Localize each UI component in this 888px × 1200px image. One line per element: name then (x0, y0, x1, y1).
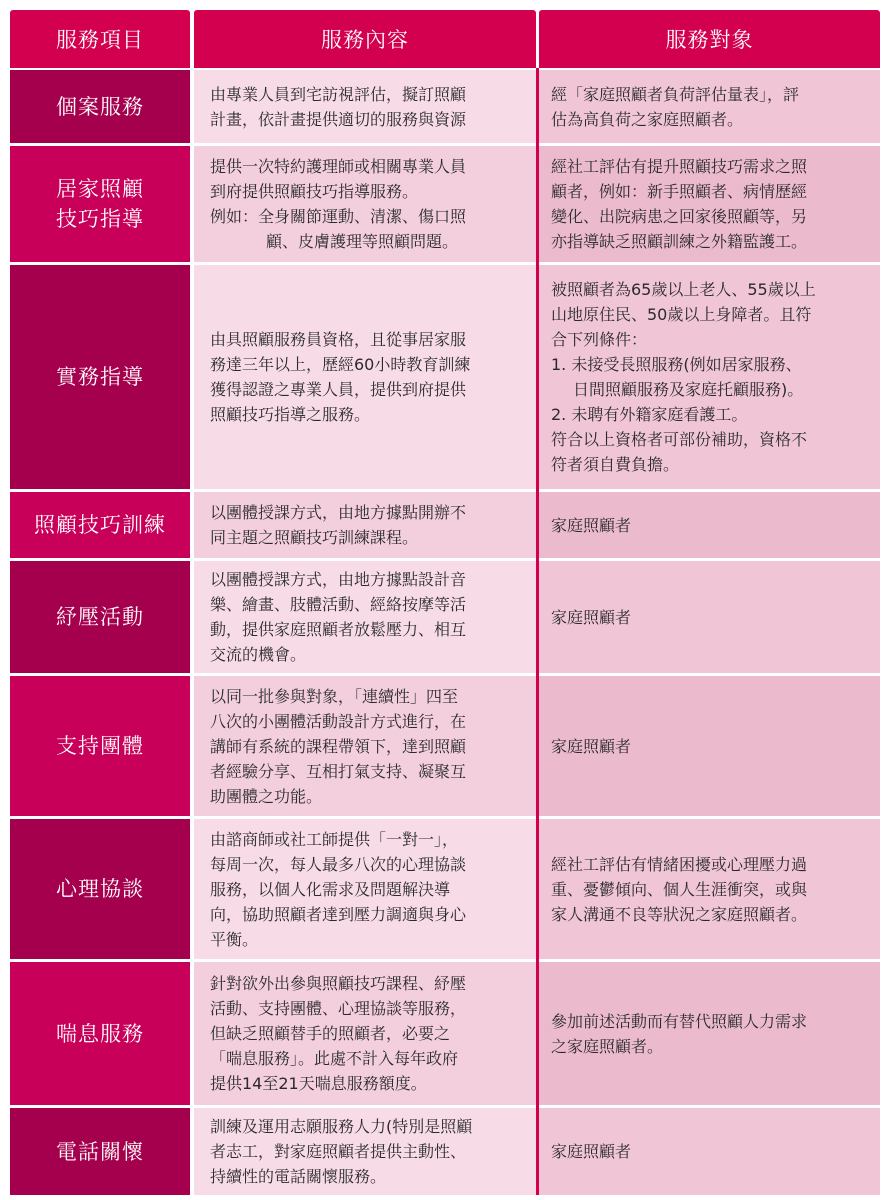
table-row (10, 146, 880, 262)
service-content-cell (194, 265, 536, 489)
cell-text-line: 1. 未接受長照服務(例如居家服務、 (551, 355, 802, 374)
cell-text-line: 估為高負荷之家庭照顧者。 (551, 109, 744, 129)
cell-text-line: 亦指導缺乏照顧訓練之外籍監護工。 (551, 232, 808, 251)
service-item-cell (10, 70, 190, 143)
cell-text-line: 經社工評估有提升照顧技巧需求之照 (551, 157, 808, 176)
cell-text-line: 平衡。 (210, 929, 259, 949)
service-target-cell (539, 146, 880, 262)
cell-text-line: 者經驗分享、互相打氣支持、凝聚互 (210, 761, 467, 781)
cell-text-line: 顧、皮膚護理等照顧問題。 (266, 232, 459, 251)
service-item-cell (10, 265, 190, 489)
cell-text-line: 樂、繪畫、肢體活動、經絡按摩等活 (210, 595, 467, 614)
service-content-cell (194, 676, 536, 816)
cell-text-line: 動，提供家庭照顧者放鬆壓力、相互 (210, 620, 467, 639)
cell-text-line: 以同一批參與對象，「連續性」四至 (210, 686, 459, 706)
cell-text-line: 以團體授課方式，由地方據點開辦不 (210, 503, 467, 522)
cell-text-line: 變化、出院病患之回家後照顧等，另 (551, 207, 808, 226)
cell-text-line: 經「家庭照顧者負荷評估量表」，評 (551, 84, 800, 104)
service-content-cell (194, 492, 536, 558)
cell-text-line: 個案服務 (56, 94, 144, 119)
cell-text-line: 獲得認證之專業人員，提供到府提供 (210, 380, 467, 399)
table-row (10, 676, 880, 816)
cell-text-line: 顧者，例如：新手照顧者、病情歷經 (551, 182, 808, 201)
cell-text-line: 同主題之照顧技巧訓練課程。 (210, 528, 419, 547)
service-table (10, 10, 880, 1195)
table-row (10, 492, 880, 558)
cell-text-line: 2. 未聘有外籍家庭看護工。 (551, 405, 748, 424)
table-header (10, 10, 880, 68)
cell-text-line: 服務，以個人化需求及問題解決導 (210, 879, 451, 899)
cell-text-line: 支持團體 (56, 734, 144, 758)
table-row (10, 70, 880, 143)
service-target-cell (539, 561, 880, 673)
service-target-cell (539, 819, 880, 959)
cell-text-line: 以團體授課方式，由地方據點設計音 (210, 570, 467, 589)
cell-text-line: 到府提供照顧技巧指導服務。 (210, 182, 419, 201)
cell-text-line: 務達三年以上，歷經60小時教育訓練 (210, 355, 471, 374)
cell-text-line: 符者須自費負擔。 (551, 455, 680, 474)
service-target-cell (539, 70, 880, 143)
cell-text-line: 訓練及運用志願服務人力(特別是照顧 (210, 1117, 473, 1136)
service-item-cell (10, 676, 190, 816)
table-row (10, 265, 880, 489)
cell-text-line: 八次的小團體活動設計方式進行，在 (210, 711, 467, 731)
service-content-cell (194, 962, 536, 1105)
cell-text-line: 提供一次特約護理師或相關專業人員 (210, 157, 467, 176)
cell-text-line: 「喘息服務」。此處不計入每年政府 (210, 1049, 459, 1068)
service-item-cell (10, 146, 190, 262)
cell-text-line: 之家庭照顧者。 (551, 1036, 664, 1056)
service-content-cell (194, 819, 536, 959)
cell-text-line: 持續性的電話關懷服務。 (210, 1167, 387, 1186)
cell-text-line: 向，協助照顧者達到壓力調適與身心 (210, 904, 467, 924)
cell-text-line: 計畫，依計畫提供適切的服務與資源 (210, 109, 467, 129)
cell-text-line: 每周一次，每人最多八次的心理協談 (210, 854, 467, 874)
cell-text-line: 參加前述活動而有替代照顧人力需求 (551, 1011, 808, 1031)
cell-text-line: 符合以上資格者可部份補助，資格不 (551, 430, 808, 449)
cell-text-line: 被照顧者為65歲以上老人、55歲以上 (551, 280, 816, 299)
table-row (10, 819, 880, 959)
cell-text-line: 山地原住民、50歲以上身障者。且符 (551, 305, 812, 324)
cell-text-line: 由諮商師或社工師提供「一對一」， (210, 829, 459, 849)
cell-text-line: 紓壓活動 (56, 605, 144, 629)
cell-text-line: 家庭照顧者 (551, 607, 632, 627)
service-target-cell (539, 962, 880, 1105)
cell-text-line: 合下列條件： (551, 330, 648, 349)
cell-text-line: 技巧指導 (56, 207, 144, 231)
column-divider (536, 68, 539, 1195)
table-row (10, 1108, 880, 1195)
table-row (10, 561, 880, 673)
cell-text-line: 重、憂鬱傾向、個人生涯衝突，或與 (551, 879, 808, 899)
header-service-content: 服務內容 (194, 10, 536, 68)
service-content-cell (194, 146, 536, 262)
service-target-cell (539, 676, 880, 816)
cell-text-line: 者志工，對家庭照顧者提供主動性、 (210, 1142, 467, 1161)
service-item-cell (10, 1108, 190, 1195)
service-target-cell (539, 265, 880, 489)
service-item-cell (10, 492, 190, 558)
cell-text-line: 活動、支持團體、心理協談等服務， (210, 999, 467, 1018)
cell-text-line: 家庭照顧者 (551, 515, 632, 535)
cell-text-line: 由專業人員到宅訪視評估，擬訂照顧 (210, 84, 467, 104)
cell-text-line: 喘息服務 (56, 1021, 144, 1046)
cell-text-line: 居家照顧 (56, 177, 144, 201)
cell-text-line: 心理協談 (56, 877, 144, 901)
service-content-cell (194, 70, 536, 143)
service-target-cell (539, 1108, 880, 1195)
cell-text-line: 照顧技巧訓練 (34, 513, 166, 537)
cell-text-line: 提供14至21天喘息服務額度。 (210, 1074, 427, 1093)
service-target-cell (539, 492, 880, 558)
cell-text-line: 例如：全身關節運動、清潔、傷口照 (210, 207, 467, 226)
header-service-target: 服務對象 (539, 10, 880, 68)
cell-text-line: 家庭照顧者 (551, 1142, 632, 1161)
service-content-cell (194, 561, 536, 673)
cell-text-line: 由具照顧服務員資格，且從事居家服 (210, 330, 467, 349)
cell-text-line: 但缺乏照顧替手的照顧者，必要之 (210, 1024, 451, 1043)
cell-text-line: 照顧技巧指導之服務。 (210, 405, 371, 424)
table-row (10, 962, 880, 1105)
cell-text-line: 交流的機會。 (210, 645, 307, 664)
cell-text-line: 家庭照顧者 (551, 736, 632, 756)
service-item-cell (10, 819, 190, 959)
header-service-item: 服務項目 (10, 10, 190, 68)
cell-text-line: 講師有系統的課程帶領下，達到照顧 (210, 736, 467, 756)
cell-text-line: 日間照顧服務及家庭托顧服務)。 (573, 380, 804, 399)
cell-text-line: 家人溝通不良等狀況之家庭照顧者。 (551, 904, 808, 924)
cell-text-line: 電話關懷 (56, 1139, 144, 1164)
service-content-cell (194, 1108, 536, 1195)
cell-text-line: 經社工評估有情緒困擾或心理壓力過 (551, 854, 808, 874)
service-item-cell (10, 561, 190, 673)
cell-text-line: 助團體之功能。 (210, 786, 323, 806)
service-item-cell (10, 962, 190, 1105)
cell-text-line: 實務指導 (56, 365, 144, 389)
cell-text-line: 針對欲外出參與照顧技巧課程、紓壓 (210, 974, 467, 993)
